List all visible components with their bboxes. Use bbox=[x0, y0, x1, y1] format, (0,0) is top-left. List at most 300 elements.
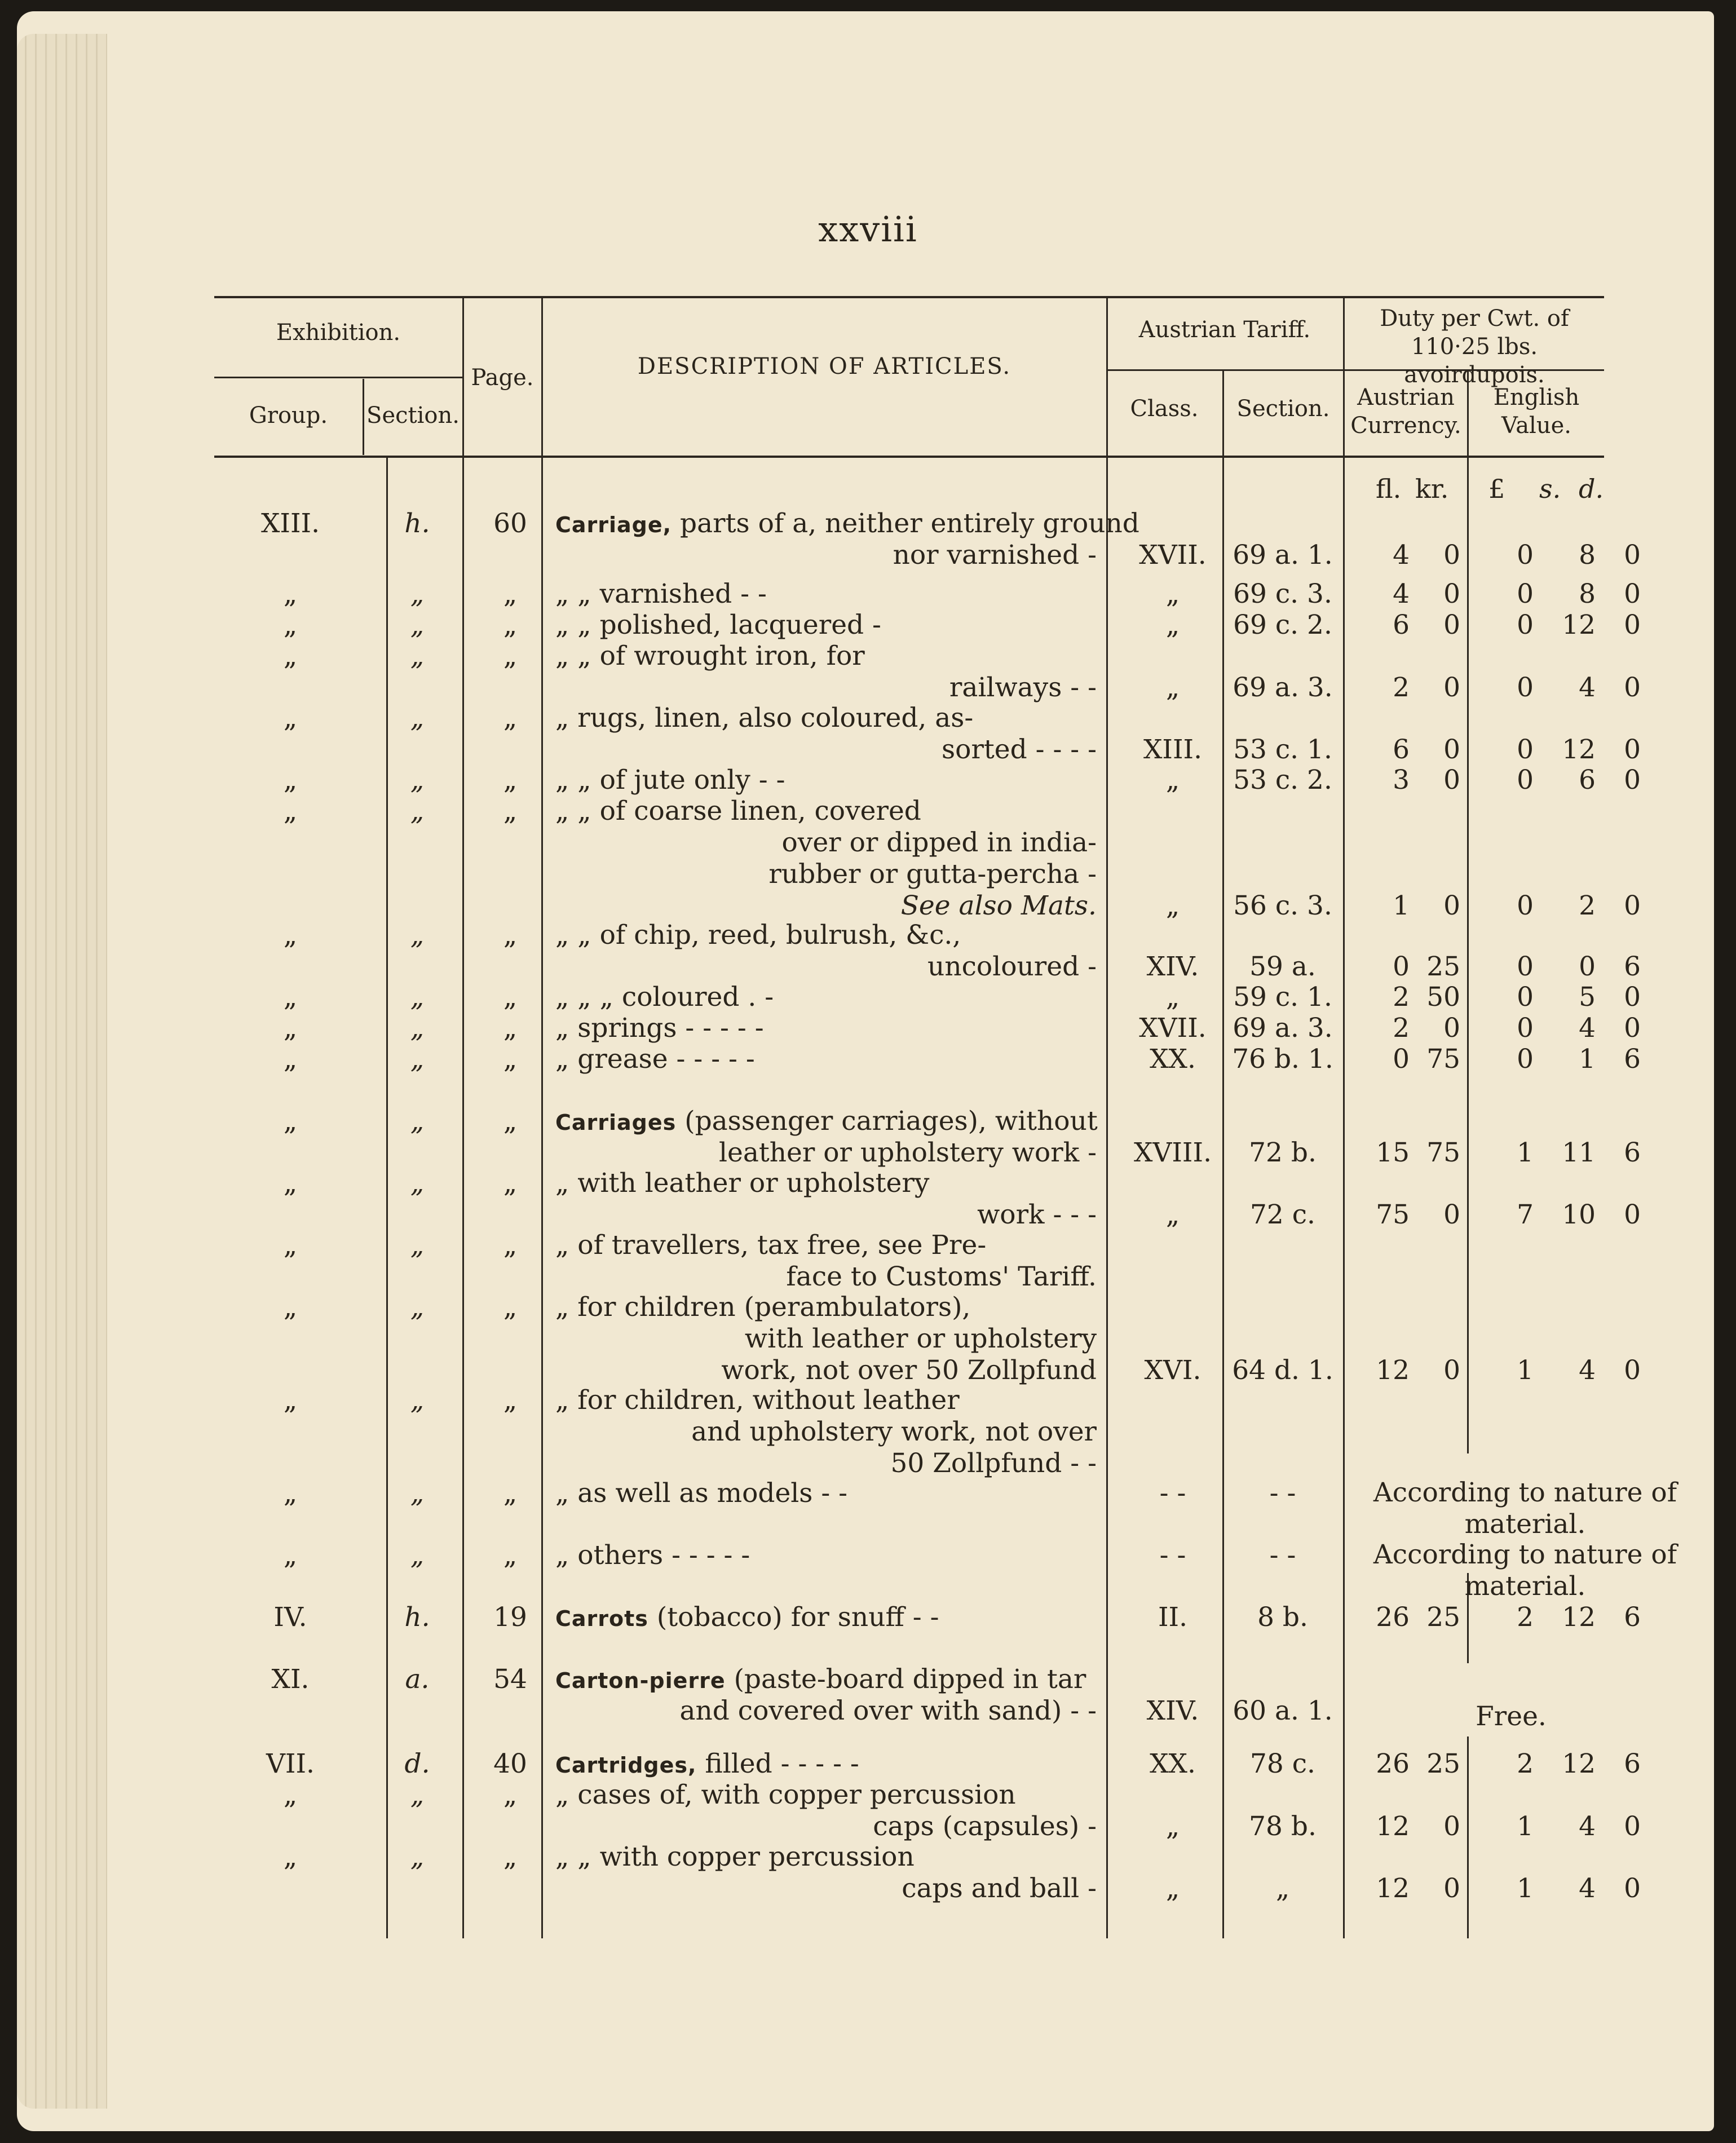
group-cell: „ bbox=[283, 702, 298, 734]
tariff-section-cell: 8 b. bbox=[1257, 1602, 1308, 1633]
description-cell bbox=[555, 507, 1139, 571]
unit-s: s. bbox=[1539, 474, 1561, 504]
header-group: Group. bbox=[249, 403, 328, 428]
tariff-section-cell: 64 d. 1. bbox=[1232, 1355, 1333, 1386]
entry-heading: Carrots bbox=[555, 1606, 648, 1631]
tariff-section-cell: 56 c. 3. bbox=[1233, 890, 1332, 921]
page-cell: „ bbox=[503, 796, 518, 827]
pounds-cell: 0 bbox=[1517, 734, 1534, 765]
pence-cell: 0 bbox=[1624, 982, 1641, 1013]
description-line bbox=[555, 890, 1119, 921]
table-top-rule bbox=[214, 296, 1604, 298]
group-cell: „ bbox=[283, 1540, 298, 1571]
section-cell: d. bbox=[404, 1748, 430, 1779]
florins-cell: 0 bbox=[1393, 1044, 1410, 1075]
description-text: with leather or upholstery bbox=[744, 1323, 1097, 1354]
class-cell: „ bbox=[1165, 890, 1180, 921]
section-cell: „ bbox=[410, 702, 425, 734]
page-cell: „ bbox=[503, 1292, 518, 1323]
description-line bbox=[555, 1137, 1119, 1168]
header-section: Section. bbox=[366, 403, 460, 428]
pence-cell: 6 bbox=[1624, 951, 1641, 982]
section-cell: h. bbox=[404, 508, 430, 539]
page-cell: „ bbox=[503, 1385, 518, 1416]
group-cell: „ bbox=[283, 1779, 298, 1810]
description-line bbox=[555, 1695, 1119, 1726]
description-line bbox=[555, 1779, 1119, 1810]
shillings-cell: 4 bbox=[1579, 1811, 1596, 1842]
description-line bbox=[555, 1447, 1119, 1479]
kreuzer-cell: 0 bbox=[1443, 765, 1460, 796]
section-cell: „ bbox=[410, 1230, 425, 1261]
description-cell bbox=[555, 1779, 1119, 1842]
florins-cell: 26 bbox=[1376, 1602, 1410, 1633]
col-divider bbox=[1467, 371, 1469, 1453]
description-text: „ as well as models - - bbox=[555, 1478, 848, 1509]
description-line bbox=[555, 981, 1119, 1013]
description-cell bbox=[555, 764, 1119, 796]
page-number: xxviii bbox=[818, 209, 918, 250]
unit-d: d. bbox=[1579, 474, 1604, 504]
pounds-cell: 0 bbox=[1517, 982, 1534, 1013]
entry-heading: Cartridges, bbox=[555, 1753, 697, 1778]
group-cell: „ bbox=[283, 1230, 298, 1261]
pounds-cell: 1 bbox=[1517, 1137, 1534, 1168]
kreuzer-cell: 0 bbox=[1443, 1199, 1460, 1230]
description-cell bbox=[555, 1384, 1119, 1479]
description-text: caps (capsules) - bbox=[873, 1811, 1097, 1842]
shillings-cell: 12 bbox=[1562, 1748, 1596, 1779]
description-text: „ „ varnished - - bbox=[555, 578, 767, 609]
description-text: „ with leather or upholstery bbox=[555, 1168, 930, 1199]
florins-cell: 4 bbox=[1393, 578, 1410, 609]
kreuzer-cell: 50 bbox=[1426, 982, 1460, 1013]
kreuzer-cell: 0 bbox=[1443, 1013, 1460, 1044]
description-line bbox=[555, 539, 1119, 571]
shillings-cell: 4 bbox=[1579, 1013, 1596, 1044]
description-text: „ grease - - - - - bbox=[555, 1044, 755, 1075]
description-text: (paste-board dipped in tar bbox=[734, 1664, 1086, 1695]
group-cell: XIII. bbox=[260, 508, 320, 539]
class-cell: „ bbox=[1165, 765, 1180, 796]
florins-cell: 0 bbox=[1393, 951, 1410, 982]
description-line bbox=[555, 734, 1119, 765]
kreuzer-cell: 0 bbox=[1443, 734, 1460, 765]
description-line bbox=[555, 1354, 1119, 1386]
pence-cell: 0 bbox=[1624, 734, 1641, 765]
description-text: „ „ of jute only - - bbox=[555, 765, 785, 796]
header-duty: Duty per Cwt. of 110·25 lbs. avoirdupois. bbox=[1380, 306, 1569, 388]
pence-cell: 0 bbox=[1624, 1355, 1641, 1386]
pounds-cell: 7 bbox=[1517, 1199, 1534, 1230]
section-cell: „ bbox=[410, 1385, 425, 1416]
pence-cell: 0 bbox=[1624, 890, 1641, 921]
class-cell: XVI. bbox=[1144, 1355, 1201, 1386]
florins-cell: 1 bbox=[1393, 890, 1410, 921]
shillings-cell: 4 bbox=[1579, 672, 1596, 703]
description-text: sorted - - - - bbox=[942, 734, 1097, 765]
section-cell: „ bbox=[410, 1106, 425, 1137]
tariff-section-cell: 78 c. bbox=[1249, 1748, 1315, 1779]
shillings-cell: 12 bbox=[1562, 734, 1596, 765]
pounds-cell: 0 bbox=[1517, 540, 1534, 571]
description-line bbox=[555, 1872, 1119, 1904]
section-cell: „ bbox=[410, 1779, 425, 1810]
description-line bbox=[555, 1601, 1119, 1633]
kreuzer-cell: 25 bbox=[1426, 1602, 1460, 1633]
description-line bbox=[555, 795, 1119, 827]
description-text: nor varnished - bbox=[893, 540, 1097, 571]
section-cell: „ bbox=[410, 1292, 425, 1323]
description-line bbox=[555, 1199, 1119, 1230]
tariff-section-cell: 78 b. bbox=[1249, 1811, 1317, 1842]
description-cell bbox=[555, 795, 1119, 921]
shillings-cell: 0 bbox=[1579, 951, 1596, 982]
kreuzer-cell: 75 bbox=[1426, 1137, 1460, 1168]
shillings-cell: 12 bbox=[1562, 609, 1596, 640]
description-text: rubber or gutta-percha - bbox=[768, 859, 1097, 890]
florins-cell: 15 bbox=[1376, 1137, 1410, 1168]
description-text: „ cases of, with copper percussion bbox=[555, 1779, 1016, 1810]
kreuzer-cell: 0 bbox=[1443, 1811, 1460, 1842]
shillings-cell: 2 bbox=[1579, 890, 1596, 921]
description-text: „ others - - - - - bbox=[555, 1540, 750, 1571]
description-cell bbox=[555, 1291, 1119, 1386]
kreuzer-cell: 25 bbox=[1426, 951, 1460, 982]
pence-cell: 6 bbox=[1624, 1602, 1641, 1633]
description-text: uncoloured - bbox=[927, 951, 1097, 982]
kreuzer-cell: 0 bbox=[1443, 1873, 1460, 1904]
description-cell bbox=[555, 1539, 1119, 1571]
description-line bbox=[555, 1291, 1119, 1323]
pounds-cell: 0 bbox=[1517, 578, 1534, 609]
description-line bbox=[555, 1384, 1119, 1416]
class-cell: II. bbox=[1158, 1602, 1188, 1633]
description-line bbox=[555, 1416, 1119, 1447]
description-text: „ „ with copper percussion bbox=[555, 1841, 915, 1872]
description-line bbox=[555, 764, 1119, 796]
description-text: and covered over with sand) - - bbox=[679, 1695, 1097, 1726]
description-text: „ „ of coarse linen, covered bbox=[555, 796, 921, 827]
tariff-section-cell: - - bbox=[1269, 1540, 1296, 1571]
group-cell: „ bbox=[283, 1292, 298, 1323]
exhibition-subrule bbox=[214, 377, 462, 378]
description-line bbox=[555, 702, 1119, 734]
description-cell bbox=[555, 1012, 1119, 1044]
page-cell: 54 bbox=[493, 1664, 527, 1695]
description-text: and upholstery work, not over bbox=[691, 1416, 1097, 1447]
page-cell: 40 bbox=[493, 1748, 527, 1779]
section-cell: „ bbox=[410, 1478, 425, 1509]
page-cell: „ bbox=[503, 1841, 518, 1872]
group-cell: „ bbox=[283, 982, 298, 1013]
pence-cell: 6 bbox=[1624, 1137, 1641, 1168]
tariff-section-cell: 60 a. 1. bbox=[1233, 1695, 1333, 1726]
section-cell: a. bbox=[405, 1664, 430, 1695]
class-cell: „ bbox=[1165, 672, 1180, 703]
description-text: railways - - bbox=[949, 672, 1097, 703]
description-cell bbox=[555, 1105, 1119, 1168]
page-cell: „ bbox=[503, 578, 518, 609]
shillings-cell: 8 bbox=[1579, 540, 1596, 571]
florins-cell: 2 bbox=[1393, 1013, 1410, 1044]
description-text: filled - - - - - bbox=[705, 1748, 859, 1779]
description-text: „ „ of wrought iron, for bbox=[555, 640, 865, 671]
pounds-cell: 0 bbox=[1517, 1044, 1534, 1075]
pounds-cell: 0 bbox=[1517, 1013, 1534, 1044]
description-cell bbox=[555, 1229, 1119, 1292]
header-class: Class. bbox=[1130, 396, 1199, 422]
description-cell bbox=[555, 919, 1119, 982]
col-divider bbox=[1343, 298, 1345, 1938]
duty-free: Free. bbox=[1476, 1701, 1547, 1732]
duty-note: According to nature of material. bbox=[1373, 1539, 1677, 1602]
description-cell bbox=[555, 1663, 1119, 1726]
class-cell: XX. bbox=[1150, 1748, 1196, 1779]
group-cell: „ bbox=[283, 578, 298, 609]
description-text: over or dipped in india- bbox=[781, 827, 1097, 858]
entry-heading: Carriage, bbox=[555, 512, 672, 537]
tariff-section-cell: 76 b. 1. bbox=[1232, 1044, 1333, 1075]
group-cell: „ bbox=[283, 1013, 298, 1044]
table-header-rule bbox=[214, 456, 1604, 458]
header-austrian-currency: Austrian Currency. bbox=[1350, 385, 1461, 439]
florins-cell: 6 bbox=[1393, 734, 1410, 765]
class-cell: XIV. bbox=[1146, 951, 1199, 982]
description-text: „ „ of chip, reed, bulrush, &c., bbox=[555, 920, 961, 951]
group-cell: VII. bbox=[266, 1748, 315, 1779]
section-cell: „ bbox=[410, 1044, 425, 1075]
class-cell: XIII. bbox=[1143, 734, 1203, 765]
tariff-section-cell: 69 a. 3. bbox=[1233, 672, 1333, 703]
description-text: 50 Zollpfund - - bbox=[890, 1448, 1097, 1479]
description-line bbox=[555, 1105, 1119, 1137]
group-cell: „ bbox=[283, 765, 298, 796]
description-line bbox=[555, 1663, 1119, 1695]
pence-cell: 0 bbox=[1624, 540, 1641, 571]
tariff-section-cell: „ bbox=[1275, 1873, 1290, 1904]
class-cell: „ bbox=[1165, 1873, 1180, 1904]
description-text: (passenger carriages), without bbox=[684, 1106, 1098, 1137]
shillings-cell: 4 bbox=[1579, 1873, 1596, 1904]
description-line bbox=[555, 919, 1119, 951]
tariff-section-cell: 72 c. bbox=[1249, 1199, 1315, 1230]
pence-cell: 0 bbox=[1624, 1013, 1641, 1044]
section-cell: „ bbox=[410, 1013, 425, 1044]
group-cell: „ bbox=[283, 1841, 298, 1872]
pence-cell: 0 bbox=[1624, 1873, 1641, 1904]
description-text: work, not over 50 Zollpfund bbox=[721, 1355, 1097, 1386]
tariff-subrule bbox=[1106, 369, 1343, 371]
page-cell: „ bbox=[503, 1168, 518, 1199]
description-line bbox=[555, 578, 1119, 609]
description-line bbox=[555, 1539, 1119, 1571]
pounds-cell: 0 bbox=[1517, 609, 1534, 640]
description-cell bbox=[555, 702, 1119, 765]
description-text: See also Mats. bbox=[900, 890, 1097, 921]
description-line bbox=[555, 1748, 1119, 1779]
florins-cell: 4 bbox=[1393, 540, 1410, 571]
florins-cell: 26 bbox=[1376, 1748, 1410, 1779]
description-text: „ „ polished, lacquered - bbox=[555, 609, 881, 640]
section-cell: „ bbox=[410, 1540, 425, 1571]
description-line bbox=[555, 827, 1119, 858]
shillings-cell: 1 bbox=[1579, 1044, 1596, 1075]
entry-heading: Carriages bbox=[555, 1110, 677, 1135]
shillings-cell: 8 bbox=[1579, 578, 1596, 609]
description-cell bbox=[555, 1043, 1119, 1075]
kreuzer-cell: 0 bbox=[1443, 1355, 1460, 1386]
shillings-cell: 10 bbox=[1562, 1199, 1596, 1230]
tariff-section-cell: 59 a. bbox=[1249, 951, 1316, 982]
shillings-cell: 6 bbox=[1579, 765, 1596, 796]
page-cell: „ bbox=[503, 1106, 518, 1137]
shillings-cell: 4 bbox=[1579, 1355, 1596, 1386]
class-cell: - - bbox=[1159, 1478, 1186, 1509]
florins-cell: 12 bbox=[1376, 1811, 1410, 1842]
header-description: DESCRIPTION OF ARTICLES. bbox=[637, 354, 1011, 379]
description-cell bbox=[555, 981, 1119, 1013]
description-line bbox=[555, 1167, 1119, 1199]
description-line bbox=[555, 640, 1119, 671]
group-cell: „ bbox=[283, 1106, 298, 1137]
description-text: caps and ball - bbox=[902, 1873, 1097, 1904]
tariff-section-cell: 59 c. 1. bbox=[1233, 982, 1332, 1013]
group-cell: „ bbox=[283, 1478, 298, 1509]
page-cell: „ bbox=[503, 1478, 518, 1509]
description-cell bbox=[555, 578, 1119, 609]
header-exhibition: Exhibition. bbox=[276, 320, 401, 346]
kreuzer-cell: 0 bbox=[1443, 672, 1460, 703]
description-line bbox=[555, 1012, 1119, 1044]
kreuzer-cell: 0 bbox=[1443, 540, 1460, 571]
shillings-cell: 5 bbox=[1579, 982, 1596, 1013]
header-english-value: English Value. bbox=[1493, 385, 1580, 439]
unit-kr: kr. bbox=[1415, 474, 1449, 504]
page-cell: 60 bbox=[493, 508, 527, 539]
description-line bbox=[555, 1323, 1119, 1354]
section-cell: „ bbox=[410, 982, 425, 1013]
unit-pound: £ bbox=[1488, 474, 1505, 504]
header-page: Page. bbox=[471, 365, 534, 391]
section-cell: „ bbox=[410, 1841, 425, 1872]
section-cell: „ bbox=[410, 796, 425, 827]
pence-cell: 0 bbox=[1624, 578, 1641, 609]
group-cell: „ bbox=[283, 1044, 298, 1075]
florins-cell: 3 bbox=[1393, 765, 1410, 796]
description-text: parts of a, neither entirely ground bbox=[680, 508, 1139, 539]
description-text: (tobacco) for snuff - - bbox=[656, 1602, 939, 1633]
description-cell bbox=[555, 640, 1119, 703]
tariff-section-cell: 53 c. 2. bbox=[1233, 765, 1332, 796]
florins-cell: 12 bbox=[1376, 1355, 1410, 1386]
description-cell bbox=[555, 1748, 1119, 1779]
class-cell: XIV. bbox=[1146, 1695, 1199, 1726]
description-line bbox=[555, 671, 1119, 703]
page-cell: „ bbox=[503, 1540, 518, 1571]
description-text: „ „ „ coloured . - bbox=[555, 982, 774, 1013]
pounds-cell: 0 bbox=[1517, 672, 1534, 703]
description-text: „ for children (perambulators), bbox=[555, 1292, 971, 1323]
pence-cell: 0 bbox=[1624, 672, 1641, 703]
shillings-cell: 11 bbox=[1562, 1137, 1596, 1168]
page-cell: „ bbox=[503, 1779, 518, 1810]
description-line bbox=[555, 858, 1119, 890]
description-cell bbox=[555, 1477, 1119, 1509]
header-tariff-section: Section. bbox=[1236, 396, 1330, 422]
pounds-cell: 1 bbox=[1517, 1811, 1534, 1842]
header-austrian-tariff: Austrian Tariff. bbox=[1138, 317, 1311, 343]
description-cell bbox=[555, 1601, 1119, 1633]
pounds-cell: 2 bbox=[1517, 1602, 1534, 1633]
page-edges bbox=[17, 34, 107, 2109]
page-cell: „ bbox=[503, 702, 518, 734]
pounds-cell: 0 bbox=[1517, 951, 1534, 982]
description-line bbox=[555, 1261, 1119, 1292]
class-cell: „ bbox=[1165, 609, 1180, 640]
pounds-cell: 1 bbox=[1517, 1873, 1534, 1904]
class-cell: „ bbox=[1165, 578, 1180, 609]
tariff-section-cell: 53 c. 1. bbox=[1233, 734, 1332, 765]
group-cell: IV. bbox=[273, 1602, 307, 1633]
kreuzer-cell: 0 bbox=[1443, 890, 1460, 921]
pounds-cell: 0 bbox=[1517, 890, 1534, 921]
class-cell: „ bbox=[1165, 982, 1180, 1013]
description-line bbox=[555, 951, 1119, 982]
class-cell: XVIII. bbox=[1133, 1137, 1212, 1168]
description-text: face to Customs' Tariff. bbox=[786, 1261, 1097, 1292]
group-cell: XI. bbox=[271, 1664, 310, 1695]
class-cell: XX. bbox=[1150, 1044, 1196, 1075]
group-cell: „ bbox=[283, 920, 298, 951]
description-line bbox=[555, 1477, 1119, 1509]
description-line bbox=[555, 1810, 1119, 1842]
description-line bbox=[555, 1229, 1119, 1261]
section-cell: „ bbox=[410, 1168, 425, 1199]
section-cell: „ bbox=[410, 640, 425, 671]
pence-cell: 0 bbox=[1624, 1811, 1641, 1842]
group-cell: „ bbox=[283, 1385, 298, 1416]
description-text: leather or upholstery work - bbox=[719, 1137, 1097, 1168]
class-cell: - - bbox=[1159, 1540, 1186, 1571]
pounds-cell: 0 bbox=[1517, 765, 1534, 796]
description-text: work - - - bbox=[977, 1199, 1097, 1230]
description-text: „ of travellers, tax free, see Pre- bbox=[555, 1230, 987, 1261]
florins-cell: 2 bbox=[1393, 982, 1410, 1013]
section-cell: „ bbox=[410, 578, 425, 609]
page-cell: „ bbox=[503, 920, 518, 951]
page-cell: „ bbox=[503, 1230, 518, 1261]
page-cell: „ bbox=[503, 1013, 518, 1044]
description-text: „ springs - - - - - bbox=[555, 1013, 764, 1044]
pence-cell: 0 bbox=[1624, 1199, 1641, 1230]
page-cell: 19 bbox=[493, 1602, 527, 1633]
description-text: „ for children, without leather bbox=[555, 1385, 960, 1416]
description-line bbox=[555, 609, 1119, 640]
page-cell: „ bbox=[503, 640, 518, 671]
florins-cell: 6 bbox=[1393, 609, 1410, 640]
group-cell: „ bbox=[283, 640, 298, 671]
description-cell bbox=[555, 1841, 1119, 1904]
class-cell: „ bbox=[1165, 1811, 1180, 1842]
page-cell: „ bbox=[503, 609, 518, 640]
pounds-cell: 2 bbox=[1517, 1748, 1534, 1779]
florins-cell: 2 bbox=[1393, 672, 1410, 703]
group-cell: „ bbox=[283, 796, 298, 827]
section-cell: „ bbox=[410, 765, 425, 796]
page-cell: „ bbox=[503, 765, 518, 796]
tariff-section-cell: 72 b. bbox=[1249, 1137, 1317, 1168]
